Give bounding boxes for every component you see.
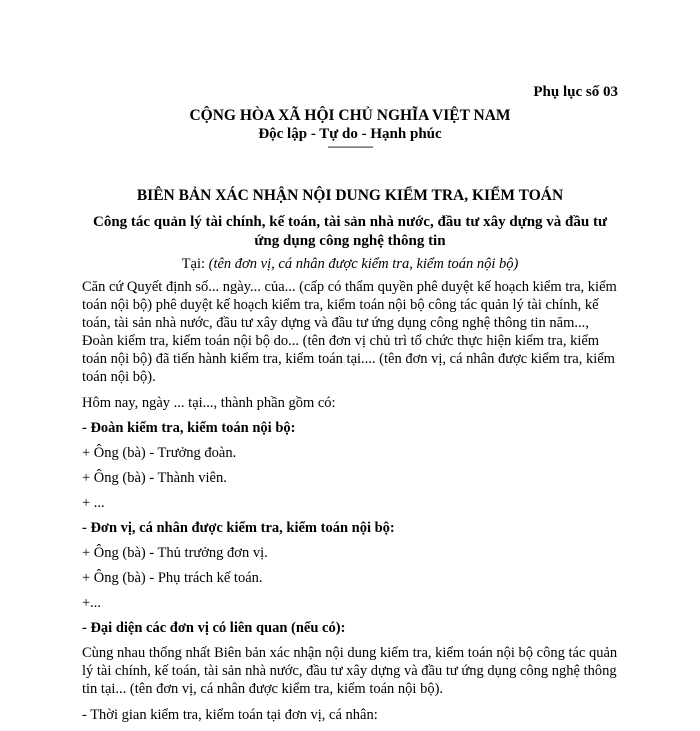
unit-heading: - Đơn vị, cá nhân được kiểm tra, kiểm toán nội bộ: — [82, 520, 395, 536]
paragraph-agreement: Cùng nhau thống nhất Biên bản xác nhận nội dung kiểm tra, kiểm toán nội bộ công tác quản lý tài chính, kế toán, tài sản nhà nước, đầu tư xây dựng và đầu tư ứng dụng công nghệ thông tin tại... (tên đơn vị, cá nhân được kiểm tra, kiểm toán nội bộ). — [82, 645, 618, 697]
list-item: + Ông (bà) - Trưởng đoàn. — [82, 445, 237, 461]
national-motto: Độc lập - Tự do - Hạnh phúc — [258, 126, 442, 142]
appendix-label: Phụ lục số 03 — [533, 84, 618, 100]
paragraph-basis: Căn cứ Quyết định số... ngày... của... (cấp có thẩm quyền phê duyệt kế hoạch kiểm tra, kiểm toán nội bộ) phê duyệt kế hoạch kiểm tra, kiểm toán nội bộ công tác quản lý tài chính, kế toán, tài sản nhà nước, đầu tư xây dựng và đầu tư ứng dụng công nghệ thông tin năm..., Đoàn kiểm tra, kiểm toán nội bộ do... (tên đơn vị chủ trì tổ chức thực hiện kiểm tra, kiểm toán nội bộ) đã tiến hành kiểm tra, kiểm toán tại.... (tên đơn vị, cá nhân được kiểm tra, kiểm toán nội bộ). — [82, 279, 617, 385]
list-item: + Ông (bà) - Thủ trưởng đơn vị. — [82, 545, 268, 561]
list-item: + Ông (bà) - Phụ trách kế toán. — [82, 570, 263, 586]
list-item: + ... — [82, 495, 105, 511]
team-heading: - Đoàn kiểm tra, kiểm toán nội bộ: — [82, 420, 296, 436]
list-item: + Ông (bà) - Thành viên. — [82, 470, 227, 486]
list-item: +... — [82, 595, 102, 611]
paragraph-time: - Thời gian kiểm tra, kiểm toán tại đơn vị, cá nhân: — [82, 707, 378, 723]
national-title: CỘNG HÒA XÃ HỘI CHỦ NGHĨA VIỆT NAM — [189, 107, 511, 124]
header-divider: --------------- — [327, 139, 373, 153]
document-title: BIÊN BẢN XÁC NHẬN NỘI DUNG KIỂM TRA, KIỂM TOÁN — [136, 187, 564, 204]
representatives-heading: - Đại diện các đơn vị có liên quan (nếu có): — [82, 620, 346, 636]
location-prefix: Tại: — [181, 256, 209, 272]
document-body — [82, 278, 620, 731]
paragraph-date: Hôm nay, ngày ... tại..., thành phần gồm có: — [82, 395, 336, 411]
location-line — [82, 256, 618, 273]
location-detail: (tên đơn vị, cá nhân được kiểm tra, kiểm toán nội bộ) — [208, 256, 519, 272]
document-subtitle: Công tác quản lý tài chính, kế toán, tài sản nhà nước, đầu tư xây dựng và đầu tư ứng dụng công nghệ thông tin — [92, 214, 607, 249]
